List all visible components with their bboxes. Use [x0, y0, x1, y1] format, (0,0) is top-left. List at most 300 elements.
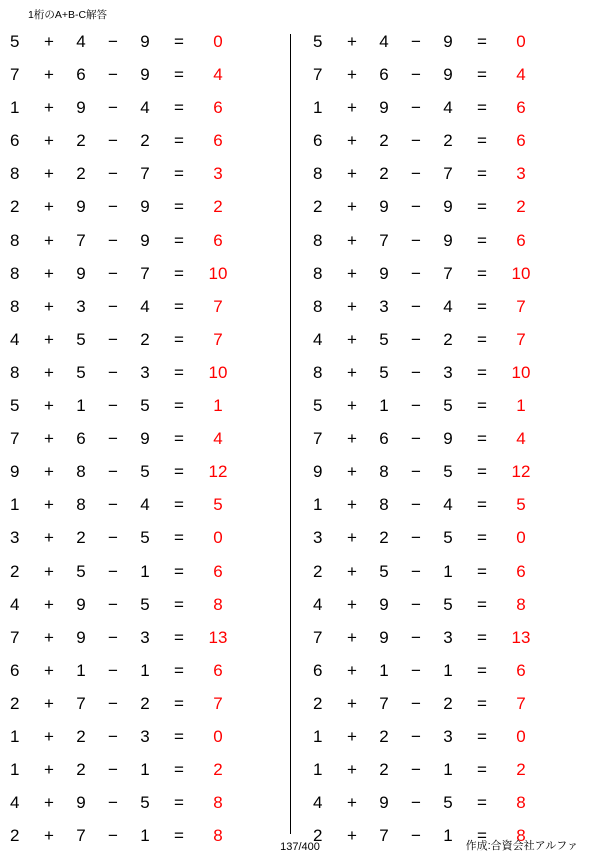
- answer-value: 7: [516, 296, 526, 316]
- problem-row: [8, 528, 297, 561]
- operand-c: 9: [443, 197, 453, 217]
- operand-b: 7: [379, 693, 389, 713]
- minus-sign: −: [411, 429, 421, 449]
- operand-b: 4: [76, 32, 86, 51]
- problem-row: [311, 264, 600, 297]
- answer-value: 8: [213, 594, 223, 614]
- answer-value: 13: [208, 627, 228, 647]
- footer-credit: 作成:合資会社アルファ: [465, 840, 578, 852]
- operand-b: 5: [76, 362, 86, 382]
- operand-c: 5: [140, 396, 150, 416]
- equals-sign: =: [477, 726, 487, 746]
- plus-sign: +: [44, 329, 54, 349]
- minus-sign: −: [108, 561, 118, 581]
- operand-c: 2: [140, 131, 150, 151]
- minus-sign: −: [108, 495, 118, 515]
- operand-c: 5: [443, 594, 453, 614]
- operand-b: 9: [76, 627, 86, 647]
- plus-sign: +: [347, 429, 357, 449]
- operand-c: 9: [140, 429, 150, 449]
- operand-a: 4: [313, 329, 323, 349]
- minus-sign: −: [411, 462, 421, 482]
- minus-sign: −: [411, 32, 421, 51]
- minus-sign: −: [411, 131, 421, 151]
- problem-row: [8, 363, 297, 396]
- operand-a: 7: [10, 65, 20, 85]
- operand-b: 7: [76, 826, 86, 846]
- operand-b: 2: [379, 131, 389, 151]
- operand-c: 5: [443, 528, 453, 548]
- plus-sign: +: [44, 32, 54, 51]
- answer-value: 4: [516, 429, 526, 449]
- plus-sign: +: [44, 164, 54, 184]
- minus-sign: −: [411, 726, 421, 746]
- minus-sign: −: [108, 396, 118, 416]
- answer-value: 8: [516, 793, 526, 813]
- minus-sign: −: [411, 329, 421, 349]
- answer-value: 0: [213, 528, 223, 548]
- answer-value: 6: [213, 660, 223, 680]
- problem-row: [8, 231, 297, 264]
- operand-c: 7: [140, 263, 150, 283]
- answer-value: 0: [213, 32, 223, 51]
- operand-c: 4: [140, 296, 150, 316]
- operand-c: 3: [443, 362, 453, 382]
- equals-sign: =: [174, 230, 184, 250]
- problem-row: [311, 297, 600, 330]
- operand-b: 6: [76, 429, 86, 449]
- operand-b: 9: [379, 594, 389, 614]
- problem-row: [311, 462, 600, 495]
- plus-sign: +: [44, 594, 54, 614]
- answer-value: 12: [511, 462, 531, 482]
- operand-a: 2: [313, 693, 323, 713]
- problem-row: [311, 628, 600, 661]
- operand-a: 4: [10, 793, 20, 813]
- minus-sign: −: [411, 793, 421, 813]
- operand-b: 2: [76, 164, 86, 184]
- plus-sign: +: [44, 98, 54, 118]
- operand-b: 9: [76, 793, 86, 813]
- minus-sign: −: [108, 660, 118, 680]
- answer-value: 2: [213, 197, 223, 217]
- equals-sign: =: [477, 164, 487, 184]
- operand-b: 9: [379, 263, 389, 283]
- operand-c: 1: [140, 826, 150, 846]
- answer-value: 6: [516, 131, 526, 151]
- equals-sign: =: [477, 329, 487, 349]
- problem-row: [311, 197, 600, 230]
- operand-b: 2: [379, 760, 389, 780]
- operand-b: 7: [76, 693, 86, 713]
- operand-b: 9: [76, 98, 86, 118]
- answer-value: 1: [213, 396, 223, 416]
- equals-sign: =: [174, 495, 184, 515]
- problem-row: [311, 528, 600, 561]
- plus-sign: +: [44, 561, 54, 581]
- plus-sign: +: [347, 594, 357, 614]
- minus-sign: −: [108, 793, 118, 813]
- plus-sign: +: [347, 462, 357, 482]
- minus-sign: −: [108, 263, 118, 283]
- plus-sign: +: [347, 760, 357, 780]
- minus-sign: −: [411, 98, 421, 118]
- answer-value: 0: [516, 726, 526, 746]
- operand-a: 8: [313, 230, 323, 250]
- plus-sign: +: [44, 462, 54, 482]
- operand-a: 1: [313, 495, 323, 515]
- plus-sign: +: [347, 230, 357, 250]
- minus-sign: −: [108, 760, 118, 780]
- operand-a: 2: [10, 693, 20, 713]
- equals-sign: =: [174, 164, 184, 184]
- operand-b: 9: [379, 627, 389, 647]
- minus-sign: −: [108, 594, 118, 614]
- problem-row: [8, 65, 297, 98]
- equals-sign: =: [477, 429, 487, 449]
- answer-value: 8: [213, 793, 223, 813]
- operand-a: 5: [10, 396, 20, 416]
- equals-sign: =: [174, 594, 184, 614]
- operand-c: 5: [140, 528, 150, 548]
- answer-value: 7: [516, 693, 526, 713]
- operand-c: 3: [140, 627, 150, 647]
- operand-c: 3: [443, 726, 453, 746]
- operand-b: 7: [379, 230, 389, 250]
- operand-c: 4: [140, 98, 150, 118]
- operand-b: 1: [76, 396, 86, 416]
- problem-row: [311, 164, 600, 197]
- operand-a: 8: [10, 230, 20, 250]
- operand-b: 2: [76, 131, 86, 151]
- operand-a: 6: [10, 660, 20, 680]
- operand-c: 9: [443, 65, 453, 85]
- minus-sign: −: [411, 362, 421, 382]
- operand-c: 1: [140, 561, 150, 581]
- operand-a: 2: [10, 826, 20, 846]
- operand-b: 9: [379, 98, 389, 118]
- answer-value: 8: [516, 826, 526, 846]
- operand-b: 6: [379, 65, 389, 85]
- minus-sign: −: [108, 65, 118, 85]
- answer-value: 10: [208, 263, 228, 283]
- answer-value: 10: [208, 362, 228, 382]
- operand-a: 8: [10, 164, 20, 184]
- problem-row: [8, 628, 297, 661]
- operand-b: 5: [379, 329, 389, 349]
- answer-value: 3: [213, 164, 223, 184]
- operand-c: 7: [443, 164, 453, 184]
- operand-c: 5: [443, 462, 453, 482]
- plus-sign: +: [347, 793, 357, 813]
- problem-row: [311, 562, 600, 595]
- minus-sign: −: [411, 263, 421, 283]
- operand-a: 4: [10, 329, 20, 349]
- answer-value: 10: [511, 362, 531, 382]
- operand-c: 7: [140, 164, 150, 184]
- operand-a: 9: [313, 462, 323, 482]
- plus-sign: +: [44, 826, 54, 846]
- operand-c: 2: [140, 329, 150, 349]
- problem-row: [8, 727, 297, 760]
- plus-sign: +: [347, 263, 357, 283]
- plus-sign: +: [347, 561, 357, 581]
- operand-b: 2: [76, 760, 86, 780]
- minus-sign: −: [108, 726, 118, 746]
- equals-sign: =: [174, 528, 184, 548]
- problem-row: [8, 131, 297, 164]
- problem-row: [311, 793, 600, 826]
- equals-sign: =: [174, 32, 184, 51]
- plus-sign: +: [44, 65, 54, 85]
- plus-sign: +: [347, 528, 357, 548]
- answer-value: 6: [516, 98, 526, 118]
- operand-a: 8: [313, 263, 323, 283]
- equals-sign: =: [477, 561, 487, 581]
- equals-sign: =: [477, 528, 487, 548]
- operand-c: 1: [443, 561, 453, 581]
- plus-sign: +: [44, 396, 54, 416]
- equals-sign: =: [477, 760, 487, 780]
- operand-b: 1: [379, 660, 389, 680]
- problem-row: [311, 760, 600, 793]
- plus-sign: +: [347, 362, 357, 382]
- operand-b: 9: [76, 263, 86, 283]
- operand-a: 7: [10, 429, 20, 449]
- operand-c: 9: [443, 230, 453, 250]
- problem-row: [311, 595, 600, 628]
- minus-sign: −: [108, 98, 118, 118]
- operand-a: 9: [10, 462, 20, 482]
- operand-a: 1: [313, 760, 323, 780]
- operand-c: 9: [140, 32, 150, 51]
- equals-sign: =: [174, 826, 184, 846]
- minus-sign: −: [411, 65, 421, 85]
- operand-b: 4: [379, 32, 389, 51]
- operand-a: 4: [313, 594, 323, 614]
- equals-sign: =: [174, 793, 184, 813]
- operand-a: 2: [313, 197, 323, 217]
- operand-c: 1: [443, 760, 453, 780]
- answer-value: 6: [213, 561, 223, 581]
- operand-b: 8: [76, 462, 86, 482]
- equals-sign: =: [477, 32, 487, 51]
- answer-value: 4: [516, 65, 526, 85]
- plus-sign: +: [44, 197, 54, 217]
- operand-a: 1: [313, 98, 323, 118]
- answer-value: 6: [516, 660, 526, 680]
- equals-sign: =: [477, 98, 487, 118]
- problem-row: [311, 429, 600, 462]
- operand-a: 2: [313, 561, 323, 581]
- operand-b: 7: [379, 826, 389, 846]
- operand-b: 2: [379, 164, 389, 184]
- answer-value: 2: [213, 760, 223, 780]
- operand-a: 3: [10, 528, 20, 548]
- minus-sign: −: [108, 164, 118, 184]
- operand-a: 7: [10, 627, 20, 647]
- operand-c: 2: [443, 131, 453, 151]
- plus-sign: +: [347, 627, 357, 647]
- plus-sign: +: [347, 660, 357, 680]
- operand-a: 2: [313, 826, 323, 846]
- equals-sign: =: [174, 131, 184, 151]
- operand-b: 8: [379, 462, 389, 482]
- equals-sign: =: [174, 197, 184, 217]
- problem-row: [8, 330, 297, 363]
- plus-sign: +: [347, 296, 357, 316]
- problem-row: [8, 264, 297, 297]
- operand-c: 9: [140, 65, 150, 85]
- minus-sign: −: [108, 429, 118, 449]
- problem-column-right: [297, 32, 600, 859]
- operand-b: 3: [76, 296, 86, 316]
- answer-value: 7: [516, 329, 526, 349]
- plus-sign: +: [44, 660, 54, 680]
- operand-a: 1: [10, 495, 20, 515]
- operand-b: 2: [76, 726, 86, 746]
- plus-sign: +: [44, 693, 54, 713]
- plus-sign: +: [347, 197, 357, 217]
- minus-sign: −: [411, 230, 421, 250]
- operand-a: 2: [10, 197, 20, 217]
- operand-b: 3: [379, 296, 389, 316]
- operand-c: 3: [140, 362, 150, 382]
- plus-sign: +: [347, 65, 357, 85]
- operand-a: 8: [10, 263, 20, 283]
- operand-a: 5: [313, 32, 323, 51]
- operand-c: 9: [443, 32, 453, 51]
- operand-c: 2: [443, 329, 453, 349]
- minus-sign: −: [411, 495, 421, 515]
- operand-c: 5: [140, 594, 150, 614]
- problem-row: [311, 330, 600, 363]
- plus-sign: +: [44, 726, 54, 746]
- equals-sign: =: [174, 760, 184, 780]
- problem-row: [8, 164, 297, 197]
- equals-sign: =: [174, 561, 184, 581]
- problem-row: [311, 363, 600, 396]
- operand-b: 7: [76, 230, 86, 250]
- equals-sign: =: [477, 826, 487, 846]
- equals-sign: =: [174, 263, 184, 283]
- minus-sign: −: [108, 362, 118, 382]
- equals-sign: =: [174, 362, 184, 382]
- problem-row: [8, 297, 297, 330]
- operand-a: 7: [313, 627, 323, 647]
- answer-value: 6: [516, 561, 526, 581]
- operand-b: 6: [76, 65, 86, 85]
- plus-sign: +: [347, 726, 357, 746]
- answer-value: 2: [516, 760, 526, 780]
- problem-row: [311, 131, 600, 164]
- minus-sign: −: [411, 396, 421, 416]
- operand-c: 9: [140, 230, 150, 250]
- operand-c: 2: [140, 693, 150, 713]
- operand-c: 7: [443, 263, 453, 283]
- plus-sign: +: [44, 429, 54, 449]
- plus-sign: +: [347, 131, 357, 151]
- operand-a: 5: [10, 32, 20, 51]
- problem-row: [311, 661, 600, 694]
- operand-c: 3: [140, 726, 150, 746]
- minus-sign: −: [108, 826, 118, 846]
- operand-b: 8: [379, 495, 389, 515]
- problem-row: [8, 197, 297, 230]
- minus-sign: −: [411, 164, 421, 184]
- equals-sign: =: [174, 98, 184, 118]
- problem-row: [311, 32, 600, 65]
- equals-sign: =: [174, 627, 184, 647]
- problem-row: [8, 32, 297, 65]
- problem-row: [8, 694, 297, 727]
- minus-sign: −: [411, 826, 421, 846]
- plus-sign: +: [347, 396, 357, 416]
- operand-a: 6: [313, 131, 323, 151]
- plus-sign: +: [347, 329, 357, 349]
- problem-row: [311, 495, 600, 528]
- answer-value: 6: [213, 98, 223, 118]
- operand-c: 1: [443, 660, 453, 680]
- operand-a: 6: [10, 131, 20, 151]
- equals-sign: =: [477, 362, 487, 382]
- operand-a: 8: [10, 362, 20, 382]
- page-number: 137/400: [280, 841, 320, 853]
- operand-c: 5: [140, 793, 150, 813]
- equals-sign: =: [477, 230, 487, 250]
- answer-value: 0: [516, 528, 526, 548]
- equals-sign: =: [477, 131, 487, 151]
- operand-b: 1: [379, 396, 389, 416]
- equals-sign: =: [477, 627, 487, 647]
- answer-value: 7: [213, 329, 223, 349]
- plus-sign: +: [44, 263, 54, 283]
- problem-row: [311, 694, 600, 727]
- operand-c: 5: [443, 396, 453, 416]
- plus-sign: +: [44, 760, 54, 780]
- minus-sign: −: [411, 760, 421, 780]
- plus-sign: +: [347, 495, 357, 515]
- minus-sign: −: [108, 296, 118, 316]
- operand-a: 3: [313, 528, 323, 548]
- equals-sign: =: [174, 726, 184, 746]
- plus-sign: +: [347, 32, 357, 51]
- operand-a: 8: [313, 164, 323, 184]
- minus-sign: −: [108, 329, 118, 349]
- problem-columns: [0, 32, 600, 859]
- operand-a: 6: [313, 660, 323, 680]
- page-title: 1桁のA+B-C解答: [28, 9, 108, 21]
- operand-b: 5: [76, 561, 86, 581]
- operand-c: 9: [443, 429, 453, 449]
- problem-row: [8, 562, 297, 595]
- answer-value: 6: [213, 131, 223, 151]
- plus-sign: +: [44, 495, 54, 515]
- operand-c: 4: [443, 495, 453, 515]
- operand-b: 6: [379, 429, 389, 449]
- minus-sign: −: [108, 230, 118, 250]
- minus-sign: −: [411, 296, 421, 316]
- answer-value: 3: [516, 164, 526, 184]
- minus-sign: −: [108, 197, 118, 217]
- answer-value: 0: [516, 32, 526, 51]
- plus-sign: +: [44, 230, 54, 250]
- plus-sign: +: [347, 98, 357, 118]
- equals-sign: =: [477, 296, 487, 316]
- minus-sign: −: [108, 627, 118, 647]
- operand-a: 2: [10, 561, 20, 581]
- equals-sign: =: [174, 65, 184, 85]
